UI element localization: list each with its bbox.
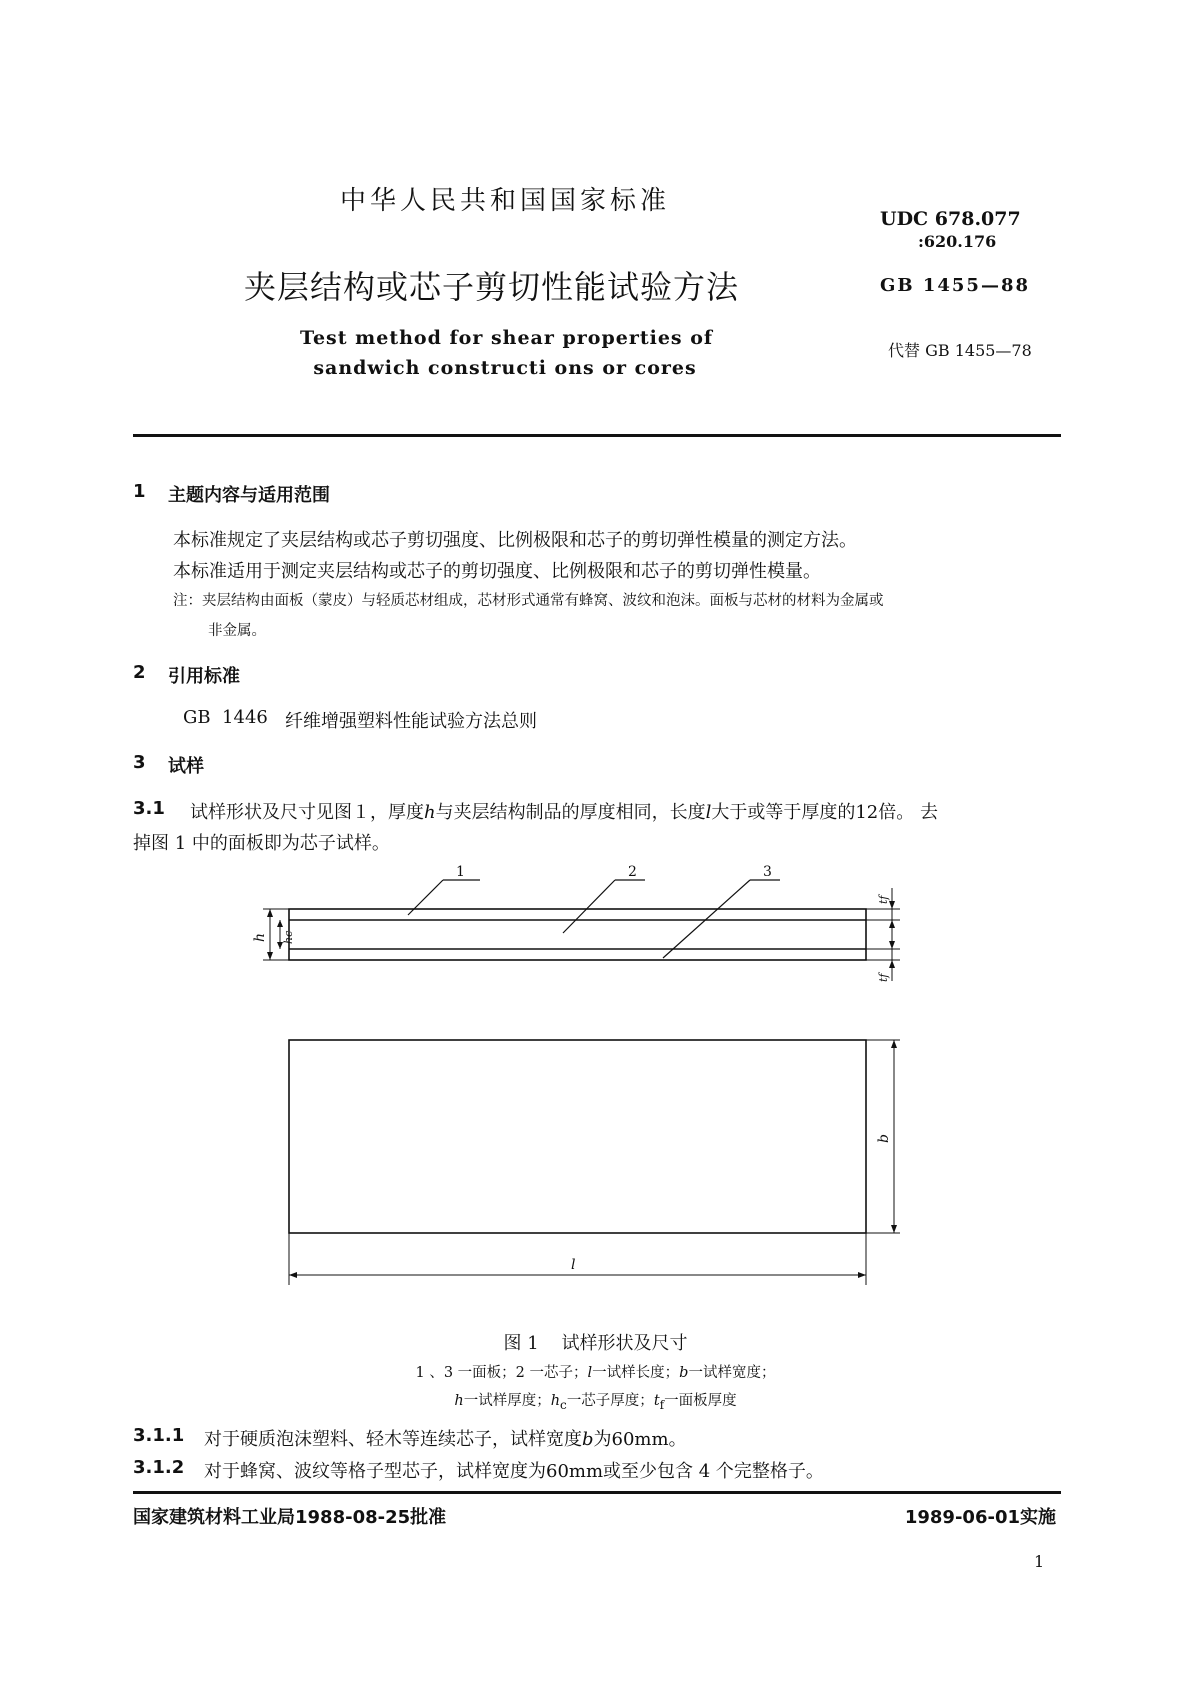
clause-3-1-1-text-a: 对于硬质泡沫塑料、轻木等连续芯子，试样宽度 xyxy=(204,1429,582,1450)
footer-rule xyxy=(133,1491,1061,1494)
callout-2-label: 2 xyxy=(628,864,637,880)
legend-symbol-l: l xyxy=(587,1365,593,1381)
section-1-paragraph-1: 本标准规定了夹层结构或芯子剪切强度、比例极限和芯子的剪切弹性模量的测定方法。 xyxy=(173,530,857,551)
legend-symbol-hc: h xyxy=(550,1393,561,1409)
clause-3-1-text-b: 与夹层结构制品的厚度相同，长度 xyxy=(435,802,706,823)
standard-number: GB 1455—88 xyxy=(880,275,1030,296)
reference-standard-title: 纤维增强塑料性能试验方法总则 xyxy=(285,711,537,732)
clause-3-1-2-text: 对于蜂窝、波纹等格子型芯子，试样宽度为60mm或至少包含 4 个完整格子。 xyxy=(204,1461,824,1482)
clause-3-1-1-number: 3.1.1 xyxy=(133,1425,185,1446)
udc-code-line1: UDC 678.077 xyxy=(880,208,1021,230)
legend-face-core-text: 1 、3 一面板；2 一芯子； xyxy=(415,1365,588,1381)
effective-date-line: 1989-06-01实施 xyxy=(904,1507,1056,1528)
legend-core-thickness-text: 一芯子厚度； xyxy=(566,1393,654,1409)
reference-standard-code: GB 1446 xyxy=(183,707,268,728)
symbol-l: l xyxy=(705,802,712,823)
callout-3-leader xyxy=(663,880,750,958)
symbol-h: h xyxy=(424,802,436,823)
figure-1-legend-line1 xyxy=(0,1361,1191,1382)
legend-thickness-text: 一试样厚度； xyxy=(463,1393,551,1409)
dimension-tf-bottom-label: tf xyxy=(877,973,890,982)
section-2-title: 引用标准 xyxy=(168,666,240,687)
figure-1-specimen-drawing xyxy=(230,860,930,1290)
document-title-en-line1: Test method for shear properties of xyxy=(300,327,714,349)
clause-3-1-line1 xyxy=(190,798,938,824)
dimension-h-label: h xyxy=(252,932,268,942)
legend-width-text: 一试样宽度； xyxy=(688,1365,776,1381)
legend-symbol-tf: t xyxy=(653,1393,660,1409)
legend-symbol-h: h xyxy=(454,1393,464,1409)
header-rule xyxy=(133,434,1061,437)
callout-1-label: 1 xyxy=(456,864,465,880)
plan-view-outline xyxy=(289,1040,866,1233)
legend-length-text: 一试样长度； xyxy=(592,1365,680,1381)
document-title-cn: 夹层结构或芯子剪切性能试验方法 xyxy=(244,268,740,306)
dimension-hc-label: hc xyxy=(282,930,295,944)
section-1-number: 1 xyxy=(133,481,146,502)
clause-3-1-2-number: 3.1.2 xyxy=(133,1457,185,1478)
section-1-paragraph-2: 本标准适用于测定夹层结构或芯子的剪切强度、比例极限和芯子的剪切弹性模量。 xyxy=(173,561,821,582)
clause-3-1-1-symbol-b: b xyxy=(582,1429,594,1450)
figure-1-caption: 图 1 试样形状及尺寸 xyxy=(503,1333,688,1354)
clause-3-1-text-a: 试样形状及尺寸见图１，厚度 xyxy=(190,802,424,823)
section-3-title: 试样 xyxy=(168,756,204,777)
callout-2-leader xyxy=(563,880,615,933)
figure-1-legend-line2 xyxy=(0,1389,1191,1412)
section-2-number: 2 xyxy=(133,662,146,683)
clause-3-1-number: 3.1 xyxy=(133,798,165,819)
udc-code-line2: :620.176 xyxy=(918,232,997,251)
legend-symbol-hc-subscript: c xyxy=(560,1397,567,1412)
national-standard-heading: 中华人民共和国国家标准 xyxy=(340,186,671,216)
section-3-number: 3 xyxy=(133,752,146,773)
section-1-title: 主题内容与适用范围 xyxy=(168,485,330,506)
legend-face-thickness-text: 一面板厚度 xyxy=(664,1393,737,1409)
legend-symbol-tf-subscript: f xyxy=(659,1397,665,1412)
clause-3-1-1-text-c: 为60mm。 xyxy=(593,1429,687,1450)
clause-3-1-line2: 掉图 1 中的面板即为芯子试样。 xyxy=(133,833,390,854)
dimension-l-label: l xyxy=(571,1257,576,1273)
callout-3-label: 3 xyxy=(763,864,772,880)
dimension-tf-top-label: tf xyxy=(877,895,890,904)
clause-3-1-text-c: 大于或等于厚度的12倍。 去 xyxy=(711,802,938,823)
clause-3-1-1-text xyxy=(204,1425,687,1451)
dimension-b-label: b xyxy=(876,1134,892,1143)
page-number: 1 xyxy=(1034,1552,1045,1571)
document-title-en-line2: sandwich constructi ons or cores xyxy=(313,357,697,379)
legend-symbol-b: b xyxy=(679,1365,689,1381)
section-1-note-line2: 非金属。 xyxy=(208,623,266,639)
side-view-outline xyxy=(289,909,866,960)
approval-line: 国家建筑材料工业局1988-08-25批准 xyxy=(133,1507,447,1528)
section-1-note-line1: 注：夹层结构由面板（蒙皮）与轻质芯材组成，芯材形式通常有蜂窝、波纹和泡沫。面板与芯材的材料为金属或 xyxy=(173,593,884,609)
replaces-standard: 代替 GB 1455—78 xyxy=(888,341,1032,360)
